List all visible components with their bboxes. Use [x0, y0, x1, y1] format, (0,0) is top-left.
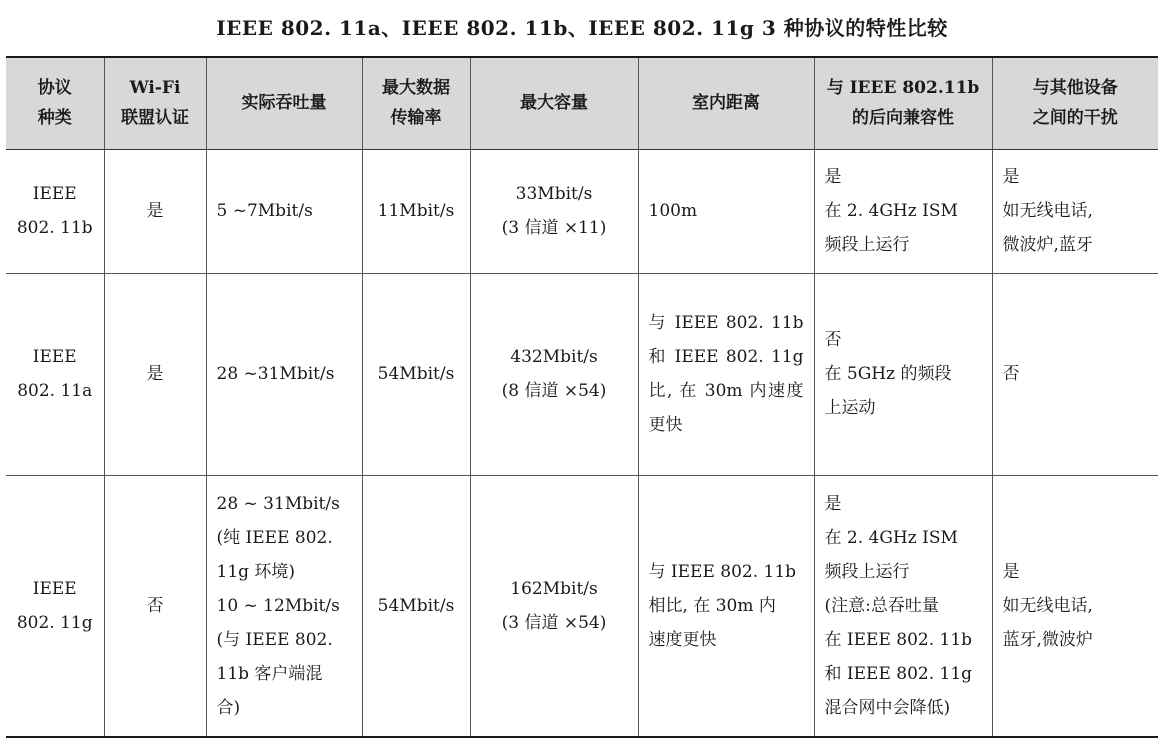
- cell-wifi-cert: 是: [104, 273, 206, 475]
- cell-capacity: 432Mbit/s (8 信道 ×54): [470, 273, 638, 475]
- header-throughput: 实际吞吐量: [206, 57, 362, 149]
- cell-protocol: IEEE 802. 11g: [6, 475, 104, 737]
- cell-interference: 否: [992, 273, 1158, 475]
- cell-interference: 是 如无线电话, 蓝牙,微波炉: [992, 475, 1158, 737]
- header-wifi-cert: Wi-Fi 联盟认证: [104, 57, 206, 149]
- cell-compat: 是 在 2. 4GHz ISM 频段上运行: [814, 149, 992, 273]
- cell-capacity: 33Mbit/s (3 信道 ×11): [470, 149, 638, 273]
- cell-wifi-cert: 是: [104, 149, 206, 273]
- cell-max-rate: 54Mbit/s: [362, 273, 470, 475]
- cell-max-rate: 54Mbit/s: [362, 475, 470, 737]
- cell-wifi-cert: 否: [104, 475, 206, 737]
- cell-indoor-range: 100m: [638, 149, 814, 273]
- cell-protocol: IEEE 802. 11b: [6, 149, 104, 273]
- header-max-rate: 最大数据 传输率: [362, 57, 470, 149]
- header-indoor-range: 室内距离: [638, 57, 814, 149]
- table-row: [6, 475, 1158, 737]
- header-interference: 与其他设备 之间的干扰: [992, 57, 1158, 149]
- comparison-table: [6, 56, 1158, 738]
- cell-capacity: 162Mbit/s (3 信道 ×54): [470, 475, 638, 737]
- header-compat: 与 IEEE 802.11b 的后向兼容性: [814, 57, 992, 149]
- table-row: [6, 149, 1158, 273]
- cell-interference: 是 如无线电话, 微波炉,蓝牙: [992, 149, 1158, 273]
- cell-compat: 是 在 2. 4GHz ISM 频段上运行 (注意:总吞吐量 在 IEEE 802. 11b 和 IEEE 802. 11g 混合网中会降低): [814, 475, 992, 737]
- header-protocol: 协议 种类: [6, 57, 104, 149]
- cell-indoor-range: 与 IEEE 802. 11b 相比, 在 30m 内 速度更快: [638, 475, 814, 737]
- cell-throughput: 28 ~ 31Mbit/s (纯 IEEE 802. 11g 环境) 10 ~ 12Mbit/s (与 IEEE 802. 11b 客户端混 合): [206, 475, 362, 737]
- table-row: [6, 273, 1158, 475]
- cell-throughput: 5 ~7Mbit/s: [206, 149, 362, 273]
- cell-compat: 否 在 5GHz 的频段 上运动: [814, 273, 992, 475]
- cell-protocol: IEEE 802. 11a: [6, 273, 104, 475]
- header-capacity: 最大容量: [470, 57, 638, 149]
- cell-throughput: 28 ~31Mbit/s: [206, 273, 362, 475]
- table-title: IEEE 802. 11a、IEEE 802. 11b、IEEE 802. 11g 3 种协议的特性比较: [216, 16, 948, 40]
- cell-max-rate: 11Mbit/s: [362, 149, 470, 273]
- header-row: [6, 57, 1158, 149]
- cell-indoor-range: 与 IEEE 802. 11b 和 IEEE 802. 11g 比, 在 30m 内速度更快: [638, 273, 814, 475]
